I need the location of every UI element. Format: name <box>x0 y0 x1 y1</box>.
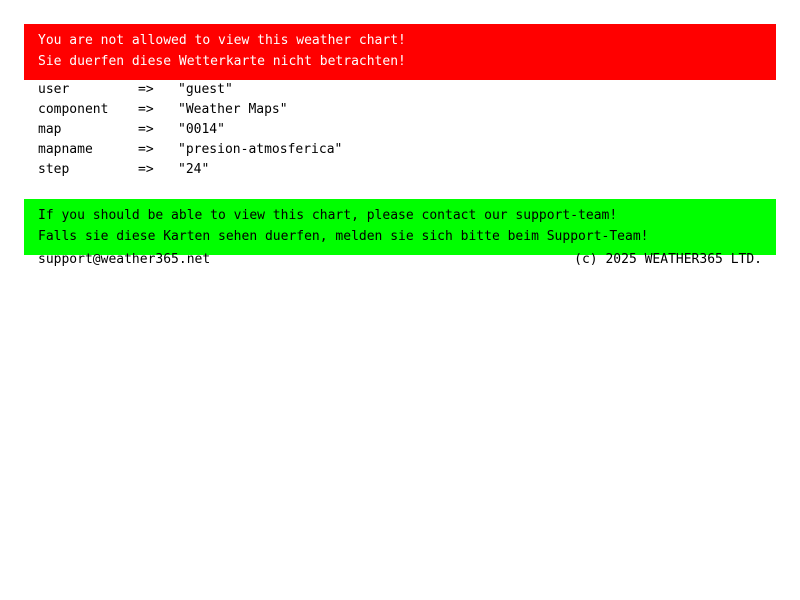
param-value-mapname: "presion-atmosferica" <box>178 142 343 157</box>
error-banner <box>24 24 776 80</box>
param-key-map: map <box>38 122 62 137</box>
param-value-step: "24" <box>178 162 210 177</box>
copyright-notice: (c) 2025 WEATHER365 LTD. <box>574 252 762 267</box>
param-key-component: component <box>38 102 109 117</box>
param-value-component: "Weather Maps" <box>178 102 288 117</box>
table-row <box>38 80 342 100</box>
param-key-step: step <box>38 162 70 177</box>
table-row <box>38 140 342 160</box>
table-row <box>38 160 342 180</box>
info-banner-line-en: If you should be able to view this chart, please contact our support-team! <box>38 208 618 223</box>
table-row <box>38 120 342 140</box>
parameter-table <box>38 80 342 180</box>
param-value-map: "0014" <box>178 122 225 137</box>
error-banner-line-en: You are not allowed to view this weather chart! <box>38 33 406 48</box>
param-arrow: => <box>138 162 154 177</box>
param-arrow: => <box>138 122 154 137</box>
param-arrow: => <box>138 82 154 97</box>
support-email-link[interactable]: support@weather365.net <box>38 252 211 267</box>
table-row <box>38 100 342 120</box>
param-value-user: "guest" <box>178 82 233 97</box>
info-banner-line-de: Falls sie diese Karten sehen duerfen, melden sie sich bitte beim Support-Team! <box>38 229 649 244</box>
param-arrow: => <box>138 102 154 117</box>
param-arrow: => <box>138 142 154 157</box>
param-key-user: user <box>38 82 70 97</box>
info-banner <box>24 199 776 255</box>
footer <box>38 250 776 270</box>
param-key-mapname: mapname <box>38 142 93 157</box>
error-banner-line-de: Sie duerfen diese Wetterkarte nicht betrachten! <box>38 54 406 69</box>
